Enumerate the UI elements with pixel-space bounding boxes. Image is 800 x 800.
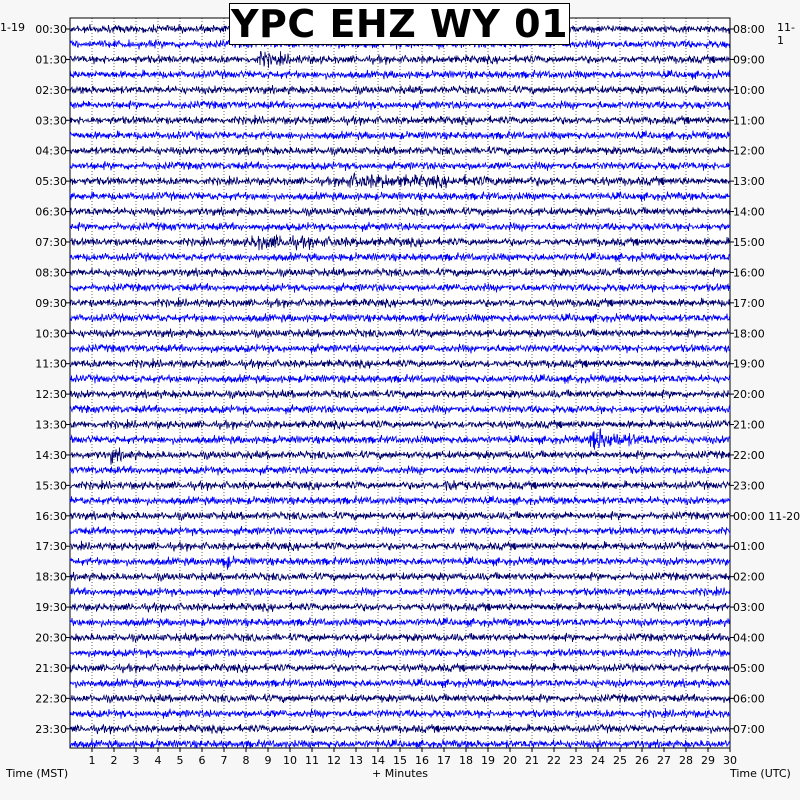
left-tick-label: 04:30	[35, 144, 67, 158]
left-tick-label: 21:30	[35, 661, 67, 675]
left-tick-label: 15:30	[35, 479, 67, 493]
x-tick-label: 30	[723, 754, 737, 767]
right-tick-label: 07:00	[733, 722, 765, 736]
x-tick-label: 24	[591, 754, 605, 767]
x-tick-label: 29	[701, 754, 715, 767]
right-tick-label: 08:00	[733, 23, 765, 36]
x-tick-label: 1	[88, 754, 96, 767]
left-tick-label: 16:30	[35, 509, 67, 523]
left-tick-label: 07:30	[35, 235, 67, 249]
x-tick-label: 5	[176, 754, 184, 767]
right-tick-label: 22:00	[733, 448, 765, 462]
left-tick-label: 10:30	[35, 327, 67, 341]
x-tick-label: 4	[154, 754, 162, 767]
x-tick-label: 20	[503, 754, 517, 767]
right-time-axis	[730, 23, 800, 736]
right-tick-label: 12:00	[733, 144, 765, 158]
x-tick-label: 22	[547, 754, 561, 767]
x-tick-label: 7	[220, 754, 228, 767]
x-tick-label: 9	[264, 754, 272, 767]
left-tick-label: 13:30	[35, 418, 67, 432]
x-tick-label: 3	[132, 754, 140, 767]
x-tick-label: 23	[569, 754, 583, 767]
x-tick-label: 16	[415, 754, 429, 767]
left-tick-label: 17:30	[35, 540, 67, 554]
x-tick-label: 6	[198, 754, 206, 767]
x-tick-label: 17	[437, 754, 451, 767]
x-axis-label: + Minutes	[372, 767, 429, 780]
right-tick-label: 11:00	[733, 114, 765, 128]
right-tick-label: 18:00	[733, 327, 765, 341]
right-tick-label: 20:00	[733, 388, 765, 402]
left-tick-label: 02:30	[35, 83, 67, 97]
right-tick-label: 05:00	[733, 661, 765, 675]
right-tick-label: 01:00	[733, 540, 765, 554]
right-tick-label: 15:00	[733, 235, 765, 249]
left-tick-label: 18:30	[35, 570, 67, 584]
left-tick-label: 11:30	[35, 357, 67, 371]
left-tick-label: 20:30	[35, 631, 67, 645]
left-tick-label: 00:30	[35, 23, 67, 36]
left-tick-label: 03:30	[35, 114, 67, 128]
right-tick-label: 23:00	[733, 479, 765, 493]
right-date-label: 11-1	[777, 21, 795, 47]
right-tick-label: 21:00	[733, 418, 765, 432]
right-tick-label: 00:00 11-20	[733, 509, 800, 523]
right-tick-label: 03:00	[733, 601, 765, 615]
right-tick-label: 13:00	[733, 175, 765, 189]
left-tick-label: 23:30	[35, 722, 67, 736]
x-tick-label: 21	[525, 754, 539, 767]
left-tick-label: 06:30	[35, 205, 67, 219]
minute-axis	[89, 748, 738, 767]
x-tick-label: 19	[481, 754, 495, 767]
left-tick-label: 22:30	[35, 692, 67, 706]
right-tick-label: 19:00	[733, 357, 765, 371]
left-tick-label: 19:30	[35, 601, 67, 615]
left-axis-label: Time (MST)	[6, 767, 69, 780]
x-tick-label: 10	[283, 754, 297, 767]
x-tick-label: 27	[657, 754, 671, 767]
right-tick-label: 09:00	[733, 53, 765, 67]
x-tick-label: 26	[635, 754, 649, 767]
x-tick-label: 13	[349, 754, 363, 767]
x-tick-label: 11	[305, 754, 319, 767]
right-tick-label: 02:00	[733, 570, 765, 584]
left-tick-label: 01:30	[35, 53, 67, 67]
left-tick-label: 08:30	[35, 266, 67, 280]
right-tick-label: 10:00	[733, 83, 765, 97]
x-tick-label: 8	[242, 754, 250, 767]
x-tick-label: 14	[371, 754, 385, 767]
x-tick-label: 18	[459, 754, 473, 767]
left-date-label: 1-19	[0, 21, 25, 34]
left-time-axis	[35, 23, 70, 736]
right-tick-label: 16:00	[733, 266, 765, 280]
right-tick-label: 17:00	[733, 296, 765, 310]
station-title: YPC EHZ WY 01	[230, 2, 569, 46]
x-tick-label: 25	[613, 754, 627, 767]
left-tick-label: 05:30	[35, 175, 67, 189]
x-tick-label: 28	[679, 754, 693, 767]
x-tick-label: 12	[327, 754, 341, 767]
left-tick-label: 14:30	[35, 448, 67, 462]
left-tick-label: 12:30	[35, 388, 67, 402]
right-tick-label: 06:00	[733, 692, 765, 706]
right-tick-label: 14:00	[733, 205, 765, 219]
left-tick-label: 09:30	[35, 296, 67, 310]
x-tick-label: 2	[110, 754, 118, 767]
right-axis-label: Time (UTC)	[730, 767, 791, 780]
right-tick-label: 04:00	[733, 631, 765, 645]
x-tick-label: 15	[393, 754, 407, 767]
